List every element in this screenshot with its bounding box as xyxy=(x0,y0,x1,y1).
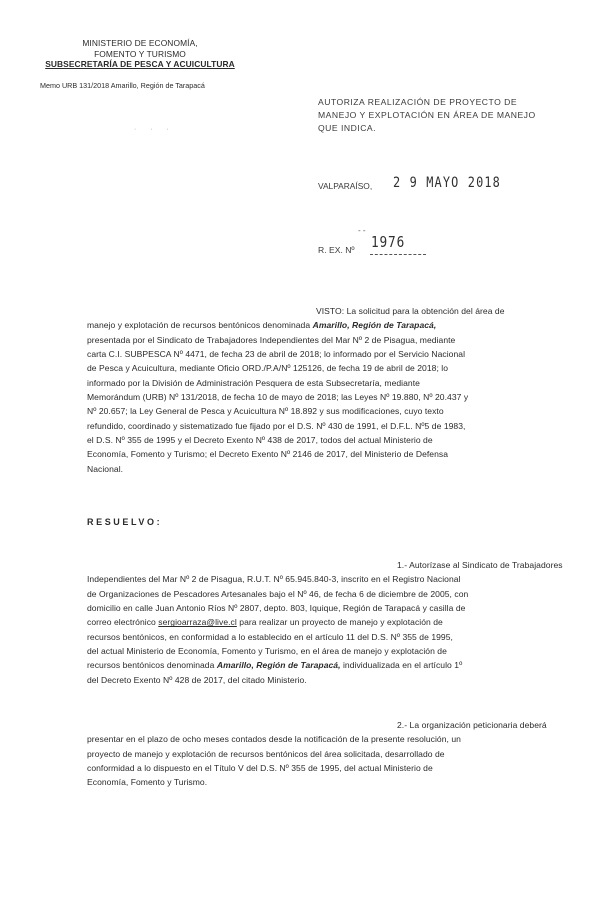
article-1-line: 1.- Autorízase al Sindicato de Trabajadores xyxy=(397,560,563,570)
resolution-label: R. EX. Nº xyxy=(318,245,355,255)
visto-line: VISTO: La solicitud para la obtención del área de xyxy=(316,306,505,316)
visto-line: Nacional. xyxy=(87,463,124,474)
email-link[interactable]: sergioarraza@live.cl xyxy=(158,617,237,628)
article-2-line: conformidad a lo dispuesto en el Título V del D.S. Nº 355 de 1995, del actual Ministerio de xyxy=(87,763,433,774)
visto-line: Nº 20.657; la Ley General de Pesca y Acuicultura Nº 18.892 y sus modificaciones, cuyo texto xyxy=(87,406,444,417)
article-1-line: del Decreto Exento Nº 428 de 2017, del citado Ministerio. xyxy=(87,674,307,685)
article-1-line: domicilio en calle Juan Antonio Ríos Nº 2807, depto. 803, Iquique, Región de Tarapacá y casilla de xyxy=(87,603,466,614)
article-1-paragraph xyxy=(87,558,563,687)
place-label: VALPARAÍSO, xyxy=(318,181,373,191)
visto-line: Economía, Fomento y Turismo; el Decreto Exento Nº 2146 de 2017, del Ministerio de Defensa xyxy=(87,449,449,460)
article-2-line: presentar en el plazo de ocho meses contados desde la notificación de la presente resolución, un xyxy=(87,734,461,745)
article-1-line: Independientes del Mar Nº 2 de Pisagua, R.U.T. Nº 65.945.840-3, inscrito en el Registro Nacional xyxy=(87,574,461,585)
article-2-paragraph xyxy=(87,718,545,790)
area-name: Amarillo, Región de Tarapacá, xyxy=(312,320,437,331)
visto-line-text: manejo y explotación de recursos bentónicos denominada xyxy=(87,320,311,331)
visto-line: presentada por el Sindicato de Trabajadores Independientes del Mar Nº 2 de Pisagua, mediante xyxy=(87,334,456,345)
article-1-line xyxy=(87,658,545,672)
memo-reference: Memo URB 131/2018 Amarillo, Región de Tarapacá xyxy=(40,81,205,90)
subsecretaria-name: SUBSECRETARÍA DE PESCA Y ACUICULTURA xyxy=(45,59,235,69)
resolution-number: 1976 xyxy=(371,233,406,251)
visto-line: de Pesca y Acuicultura, mediante Oficio ORD./P.A/Nº 125126, de fecha 19 de abril de 2018; lo xyxy=(87,363,449,374)
area-name: Amarillo, Región de Tarapacá, xyxy=(216,660,341,671)
subject-line: MANEJO Y EXPLOTACIÓN EN ÁREA DE MANEJO xyxy=(318,110,536,120)
visto-line: el D.S. Nº 355 de 1995 y el Decreto Exento Nº 438 de 2017, todos del actual Ministerio de xyxy=(87,435,433,446)
visto-line: refundido, coordinado y sistematizado fue fijado por el D.S. Nº 430 de 1991, el D.F.L. Nº5 de 1983, xyxy=(87,420,466,431)
visto-line xyxy=(87,318,545,332)
ministry-header xyxy=(40,38,240,70)
visto-line: Memorándum (URB) Nº 131/2018, de fecha 10 de mayo de 2018; las Leyes Nº 19.880, Nº 20.437 y xyxy=(87,392,469,403)
article-1-line-text: para realizar un proyecto de manejo y explotación de xyxy=(239,617,443,628)
article-1-line: de Organizaciones de Pescadores Artesanales bajo el Nº 46, de fecha 6 de diciembre de 2005, con xyxy=(87,588,469,599)
date-stamp: 2 9 MAYO 2018 xyxy=(393,175,501,191)
faint-stamp-marks: · · · xyxy=(134,126,175,133)
article-2-line: Economía, Fomento y Turismo. xyxy=(87,777,208,788)
article-1-line-text: individualizada en el artículo 1º xyxy=(342,660,463,671)
visto-line: carta C.I. SUBPESCA Nº 4471, de fecha 23 de abril de 2018; lo informado por el Servicio Nacional xyxy=(87,349,466,360)
article-2-line: proyecto de manejo y explotación de recursos bentónicos del área solicitada, desarrollado de xyxy=(87,748,445,759)
visto-line: informado por la División de Administración Pesquera de esta Subsecretaría, mediante xyxy=(87,377,420,388)
subject-line: AUTORIZA REALIZACIÓN DE PROYECTO DE xyxy=(318,97,518,107)
article-1-line-text: recursos bentónicos denominada xyxy=(87,660,215,671)
visto-paragraph xyxy=(87,304,545,476)
ministry-line-1: MINISTERIO DE ECONOMÍA, xyxy=(82,38,198,48)
resolution-subject xyxy=(318,96,563,135)
article-1-line: recursos bentónicos, en conformidad a lo establecido en el artículo 11 del D.S. Nº 355 de 1995, xyxy=(87,631,453,642)
article-2-line: 2.- La organización peticionaria deberá xyxy=(397,720,547,730)
stamp-tick-mark: - - xyxy=(358,226,366,235)
subject-line: QUE INDICA. xyxy=(318,123,377,133)
resolution-number-underline xyxy=(370,254,426,255)
ministry-line-2: FOMENTO Y TURISMO xyxy=(94,48,186,59)
article-1-line: del actual Ministerio de Economía, Fomento y Turismo, en el área de manejo y explotación de xyxy=(87,646,447,657)
resuelvo-heading: RESUELVO: xyxy=(87,517,163,527)
article-1-line-text: correo electrónico xyxy=(87,617,156,628)
article-1-line xyxy=(87,615,545,629)
